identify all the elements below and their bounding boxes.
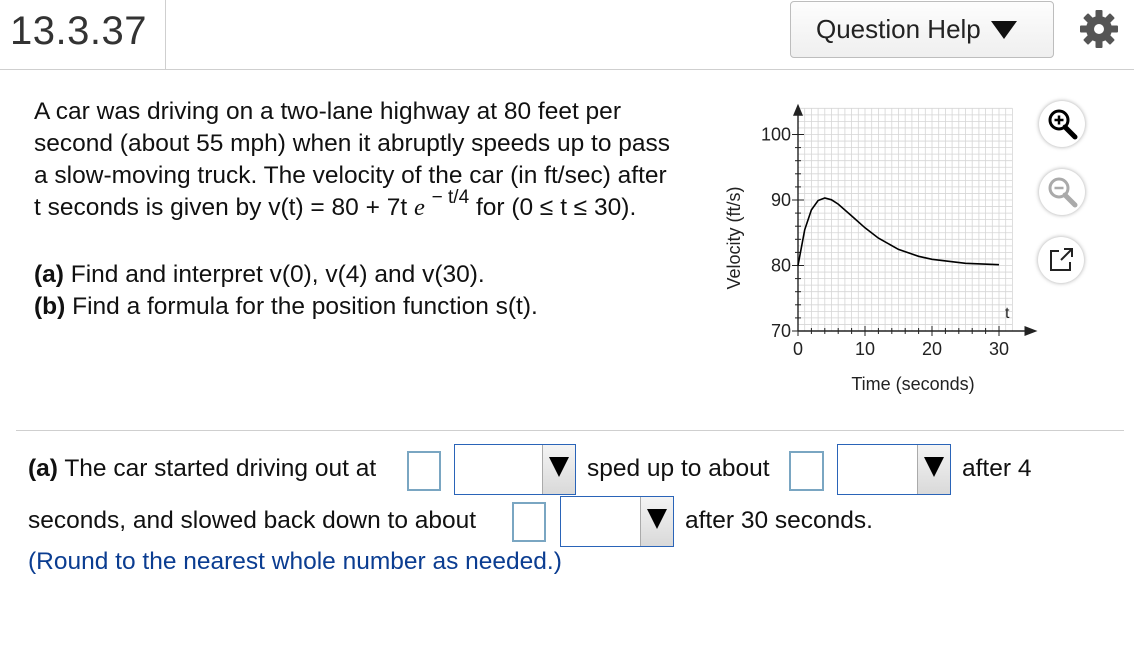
units-dropdown-2[interactable]: [837, 444, 951, 495]
units-dropdown-3[interactable]: [560, 496, 674, 547]
gear-icon[interactable]: [1078, 8, 1120, 50]
y-tick-label: 90: [770, 190, 791, 210]
equation-text: t seconds is given by v(t) = 80 + 7t: [34, 194, 414, 221]
equation-exponent: − t/4: [431, 187, 470, 208]
zoom-out-button[interactable]: [1039, 169, 1085, 215]
popout-button[interactable]: [1038, 237, 1084, 283]
answer-box-initial-velocity[interactable]: [407, 451, 441, 491]
problem-equation-line: [34, 187, 724, 226]
answer-text-3: after 4: [962, 455, 1032, 482]
problem-line: a slow-moving truck. The velocity of the car (in ft/sec) after: [34, 162, 667, 189]
x-axis-label: Time (seconds): [851, 374, 975, 394]
y-axis-label: Velocity (ft/s): [724, 186, 744, 290]
problem-line: second (about 55 mph) when it abruptly speeds up to pass: [34, 130, 671, 157]
x-tick-label: 20: [921, 339, 943, 359]
chevron-down-icon[interactable]: [917, 445, 950, 494]
x-axis-variable: t: [1005, 305, 1010, 322]
zoom-in-icon: [1045, 107, 1079, 141]
header-divider: [165, 0, 166, 69]
answer-text-4: seconds, and slowed back down to about: [28, 507, 477, 534]
euler-e: e: [413, 194, 425, 221]
chevron-down-icon[interactable]: [542, 445, 575, 494]
problem-line: A car was driving on a two-lane highway at 80 feet per: [34, 98, 621, 125]
question-number: 13.3.37: [10, 9, 147, 53]
part-b-prompt: (b) Find a formula for the position function s(t).: [34, 293, 538, 320]
question-help-label: Question Help: [816, 14, 981, 44]
x-axis-arrow: [1025, 326, 1038, 336]
part-a-prompt: (a) Find and interpret v(0), v(4) and v(30).: [34, 261, 485, 288]
units-dropdown-1[interactable]: [454, 444, 576, 495]
answer-text-5: after 30 seconds.: [685, 507, 873, 534]
problem-statement: [34, 96, 724, 226]
section-divider: [16, 430, 1124, 431]
x-tick-label: 30: [988, 339, 1010, 359]
popout-icon: [1046, 245, 1076, 275]
answer-box-final-velocity[interactable]: [512, 502, 546, 542]
answer-text-1: (a) The car started driving out at: [28, 455, 377, 482]
problem-parts: [34, 259, 538, 323]
answer-box-peak-velocity[interactable]: [789, 451, 824, 491]
y-tick-label: 80: [770, 255, 791, 276]
zoom-out-icon: [1045, 175, 1079, 209]
graph-grid: [798, 108, 1012, 331]
velocity-graph: [714, 100, 1044, 400]
rounding-note: (Round to the nearest whole number as needed.): [28, 548, 562, 575]
x-tick-label: 10: [854, 339, 876, 359]
answer-text-2: sped up to about: [587, 455, 770, 482]
chevron-down-icon[interactable]: [640, 497, 673, 546]
header-bar: [0, 0, 1134, 70]
y-tick-label: 100: [760, 124, 791, 145]
y-tick-label: 70: [770, 321, 791, 341]
y-axis-arrow: [793, 104, 803, 116]
question-help-button[interactable]: [790, 1, 1054, 58]
x-tick-label: 0: [792, 339, 804, 359]
chevron-down-icon: [991, 21, 1017, 39]
equation-domain: for (0 ≤ t ≤ 30).: [469, 194, 637, 221]
zoom-in-button[interactable]: [1039, 101, 1085, 147]
